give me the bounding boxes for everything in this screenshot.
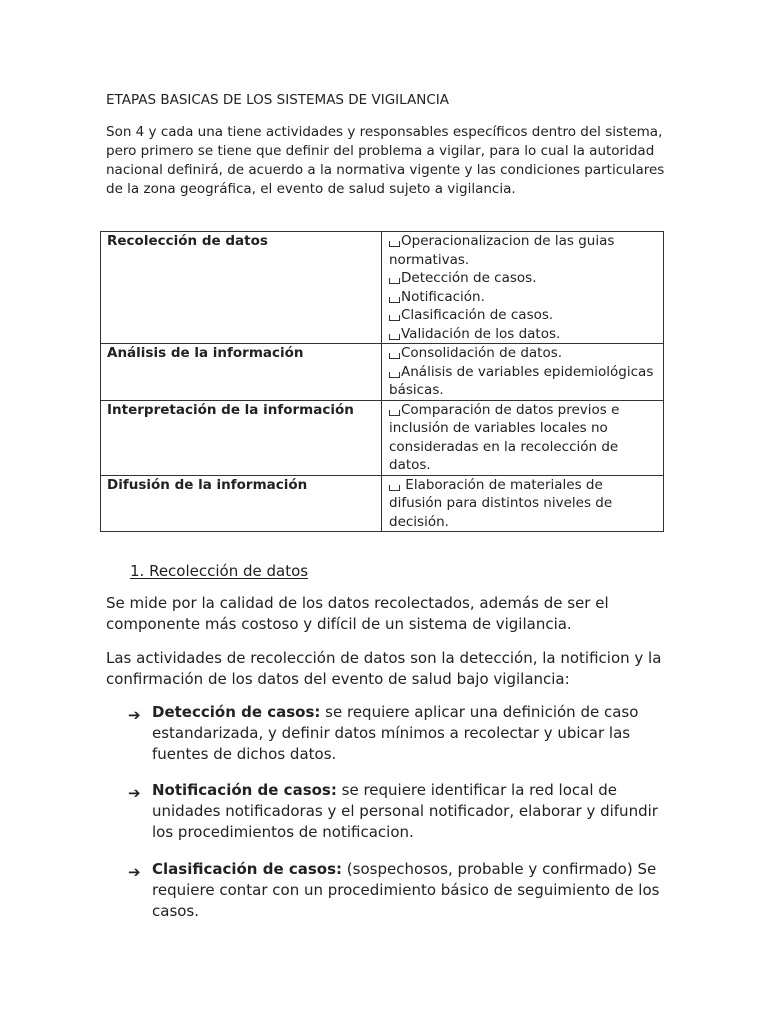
- intro-paragraph: Son 4 y cada una tiene actividades y responsables específicos dentro del sistema, pero primero se tiene que definir del problema a vigilar, para lo cual la autoridad nacional definirá, de acuerdo a la normativa vigente y las condiciones particulares de la zona geográfica, el evento de salud sujeto a vigilancia.: [106, 124, 665, 197]
- item-term: Notificación de casos:: [152, 781, 337, 799]
- section-paragraph: Se mide por la calidad de los datos recolectados, además de ser el componente más costoso y difícil de un sistema de vigilancia.: [106, 594, 609, 633]
- list-item: [128, 780, 668, 843]
- table-row: [101, 232, 664, 344]
- activity-item: Elaboración de materiales de difusión para distintos niveles de decisión.: [389, 476, 613, 530]
- stages-table: [100, 231, 664, 532]
- checkbox-bullet-icon: [389, 315, 400, 321]
- section-paragraph: Las actividades de recolección de datos son la detección, la notificion y la confirmación de los datos del evento de salud bajo vigilancia:: [106, 649, 662, 688]
- checkbox-bullet-icon: [389, 353, 400, 359]
- section-heading: 1. Recolección de datos: [130, 562, 309, 580]
- checkbox-bullet-icon: [389, 372, 400, 378]
- activities-cell: [382, 344, 664, 401]
- activity-item: Comparación de datos previos e inclusión de variables locales no consideradas en la recolección de datos.: [389, 401, 620, 473]
- activity-item: Detección de casos.: [389, 269, 657, 288]
- item-term: Detección de casos:: [152, 703, 321, 721]
- arrow-right-icon: ➔: [128, 706, 141, 724]
- item-text: se requiere identificar la red local de unidades notificadoras y el personal notificador, elaborar y difundir los procedimientos de notificacion.: [152, 781, 658, 841]
- arrow-right-icon: ➔: [128, 863, 141, 881]
- table-row: [101, 344, 664, 401]
- item-text: se requiere aplicar una definición de caso estandarizada, y definir datos mínimos a recolectar y ubicar las fuentes de dichos datos.: [152, 703, 639, 763]
- item-term: Clasificación de casos:: [152, 860, 343, 878]
- checkbox-bullet-icon: [389, 485, 400, 491]
- table-row: [101, 400, 664, 475]
- activity-item: Análisis de variables epidemiológicas básicas.: [389, 363, 654, 398]
- checkbox-bullet-icon: [389, 410, 400, 416]
- item-text: (sospechosos, probable y confirmado) Se requiere contar con un procedimiento básico de seguimiento de los casos.: [152, 860, 660, 920]
- checkbox-bullet-icon: [389, 297, 400, 303]
- table-row: [101, 475, 664, 532]
- checkbox-bullet-icon: [389, 278, 400, 284]
- checkbox-bullet-icon: [389, 334, 400, 340]
- activity-item: Validación de los datos.: [389, 325, 657, 344]
- activities-cell: [382, 400, 664, 475]
- stage-cell: Análisis de la información: [101, 344, 382, 401]
- document-title: ETAPAS BASICAS DE LOS SISTEMAS DE VIGILANCIA: [106, 92, 449, 108]
- checkbox-bullet-icon: [389, 241, 400, 247]
- activities-cell: [382, 232, 664, 344]
- stage-cell: Interpretación de la información: [101, 400, 382, 475]
- stage-cell: Difusión de la información: [101, 475, 382, 532]
- arrow-right-icon: ➔: [128, 784, 141, 802]
- list-item: [128, 859, 668, 922]
- activity-item: Operacionalizacion de las guias normativas.: [389, 233, 615, 268]
- activity-item: Clasificación de casos.: [389, 306, 657, 325]
- list-item: [128, 702, 668, 765]
- stage-cell: Recolección de datos: [101, 232, 382, 344]
- activity-item: Notificación.: [389, 288, 657, 307]
- activity-item: Consolidación de datos.: [389, 344, 657, 363]
- activities-cell: [382, 475, 664, 532]
